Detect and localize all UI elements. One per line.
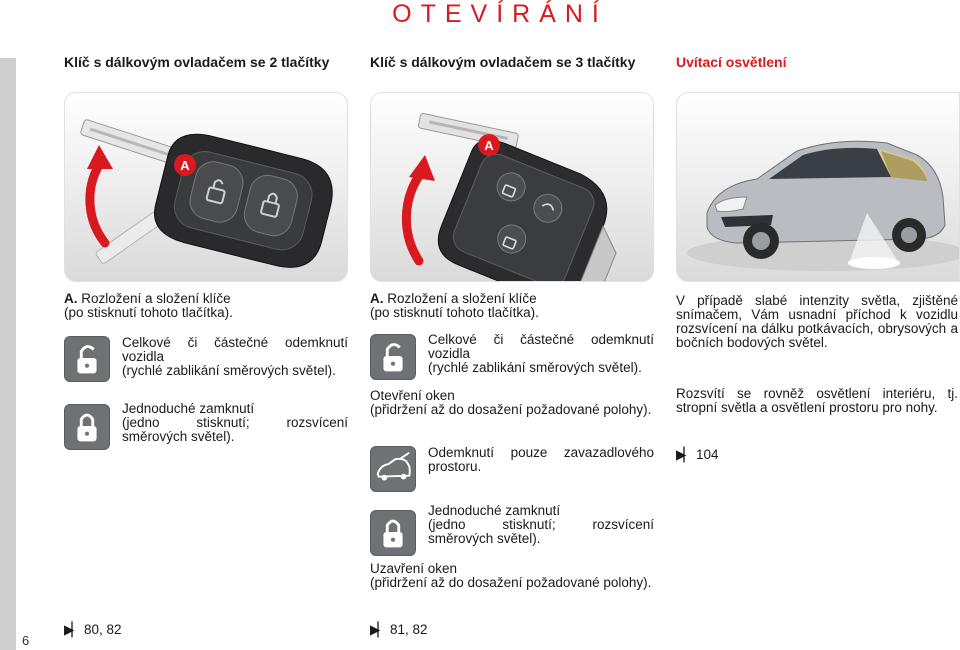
heading-3-button-key: Klíč s dálkovým ovladačem se 3 tlačítky [370,54,636,70]
illustration-3-button-key [370,92,654,282]
illustration-2-button-key [64,92,348,282]
trunk-unlock-description: Odemknutí pouze zavazadlového prostoru. [428,445,654,474]
lock-description-2: Jednoduché zamknutí (jedno stisknutí; rozsvícení směrových světel). [428,503,654,546]
lock-icon-2 [370,510,416,556]
page-number: 6 [22,633,30,648]
unlock-description: Celkové či částečné odemknutí vozidla (rychlé zablikání směrových světel). [122,335,348,378]
page-reference-col1: ▶▏ 80, 82 [64,622,122,637]
key-2-button-image [65,93,348,282]
heading-2-button-key: Klíč s dálkovým ovladačem se 2 tlačítky [64,54,330,70]
trunk-unlock-icon [370,446,416,492]
lock-description: Jednoduché zamknutí (jedno stisknutí; rozsvícení směrových světel). [122,401,348,444]
side-strip [0,58,16,650]
unlock-icon-2 [370,334,416,380]
car-image [677,93,960,282]
next-page-icon-3: ▶▏ [676,447,691,462]
item-a-description: A. Rozložení a složení klíče (po stisknutí tohoto tlačítka). [64,291,233,320]
item-a-description-2: A. Rozložení a složení klíče (po stisknutí tohoto tlačítka). [370,291,539,320]
welcome-lighting-paragraph-1: V případě slabé intenzity světla, zjištěné snímačem, Vám usnadní příchod k vozidlu rozsvícení na dálku potkávacích, obrysových a bočních bodových světel. [676,293,958,350]
next-page-icon: ▶▏ [64,622,79,637]
lock-icon [64,404,110,450]
page-reference-col3: ▶▏ 104 [676,447,719,462]
windows-open-description: Otevření oken (přidržení až do dosažení požadované polohy). [370,388,652,417]
unlock-icon [64,336,110,382]
page-title: OTEVÍRÁNÍ [392,0,608,28]
heading-welcome-lighting: Uvítací osvětlení [676,54,787,70]
illustration-welcome-lighting [676,92,960,282]
marker-a-label-2: A [484,138,494,153]
page-reference-col2: ▶▏ 81, 82 [370,622,428,637]
key-3-button-image [371,93,654,282]
windows-close-description: Uzavření oken (přidržení až do dosažení požadované polohy). [370,561,652,590]
unlock-description-2: Celkové či částečné odemknutí vozidla (rychlé zablikání směrových světel). [428,332,654,375]
next-page-icon-2: ▶▏ [370,622,385,637]
marker-a-label: A [180,158,190,173]
welcome-lighting-paragraph-2: Rozsvítí se rovněž osvětlení interiéru, tj. stropní světla a osvětlení prostoru pro nohy. [676,386,958,415]
